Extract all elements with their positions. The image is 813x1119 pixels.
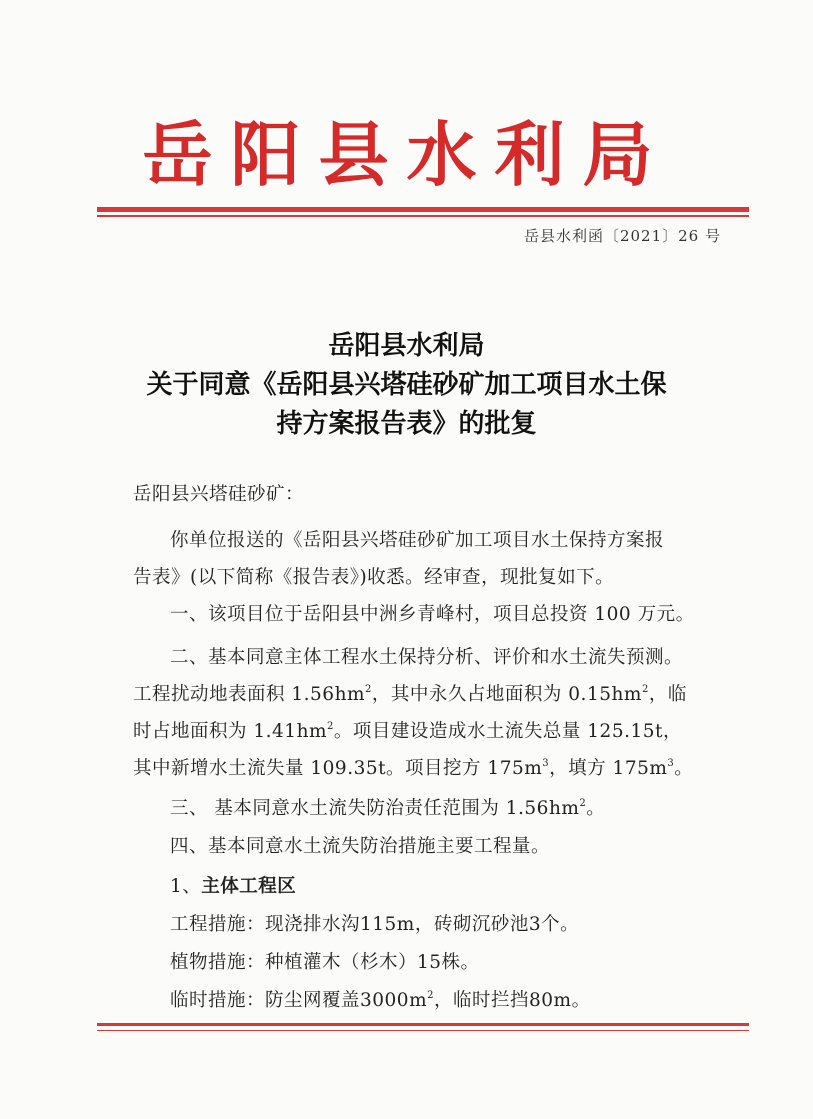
intro-line1: 你单位报送的《岳阳县兴塔硅砂矿加工项目水土保持方案报	[170, 530, 665, 551]
item-2-line4: 其中新增水土流失量 109.35t。项目挖方 $175m^3$，填方 $175m^3$。	[133, 758, 694, 779]
footer-rule-thick	[97, 1023, 749, 1026]
item-2-line2: 工程扰动地表面积 $1.56hm^2$，其中永久占地面积为 $0.15hm^2$，临	[133, 684, 687, 705]
item-3: 三、 基本同意水土流失防治责任范围为 $1.56hm^2$。	[170, 798, 606, 819]
document-number: 岳县水利函〔2021〕26 号	[523, 227, 721, 245]
document-title-line1: 岳阳县水利局	[328, 331, 485, 361]
engineering-measures: 工程措施：现浇排水沟115m，砖砌沉砂池3个。	[170, 914, 580, 935]
item-2-line3: 时占地面积为 $1.41hm^2$。项目建设造成水土流失总量 125.15t，	[133, 721, 682, 742]
salutation: 岳阳县兴塔硅砂矿：	[133, 484, 305, 505]
vegetation-measures: 植物措施：种植灌木（杉木）15株。	[170, 952, 480, 973]
org-letterhead-title: 岳阳县水利局	[142, 113, 671, 196]
document-title-line2: 关于同意《岳阳县兴塔硅砂矿加工项目水土保	[146, 370, 667, 400]
item-4: 四、基本同意水土流失防治措施主要工程量。	[170, 836, 551, 857]
letterhead-rule-thin	[97, 215, 749, 217]
subsection-heading-main-works: 1、主体工程区	[170, 876, 297, 897]
footer-rule-thin	[97, 1030, 749, 1031]
letterhead-rule-thick	[97, 207, 749, 212]
item-1: 一、该项目位于岳阳县中洲乡青峰村，项目总投资 100 万元。	[170, 604, 695, 625]
intro-line2: 告表》(以下简称《报告表》)收悉。经审查，现批复如下。	[133, 567, 615, 588]
item-2-line1: 二、基本同意主体工程水土保持分析、评价和水土流失预测。	[170, 647, 684, 668]
document-title-line3: 持方案报告表》的批复	[276, 409, 537, 439]
temporary-measures: 临时措施：防尘网覆盖$3000m^2$，临时拦挡80m。	[170, 990, 591, 1011]
